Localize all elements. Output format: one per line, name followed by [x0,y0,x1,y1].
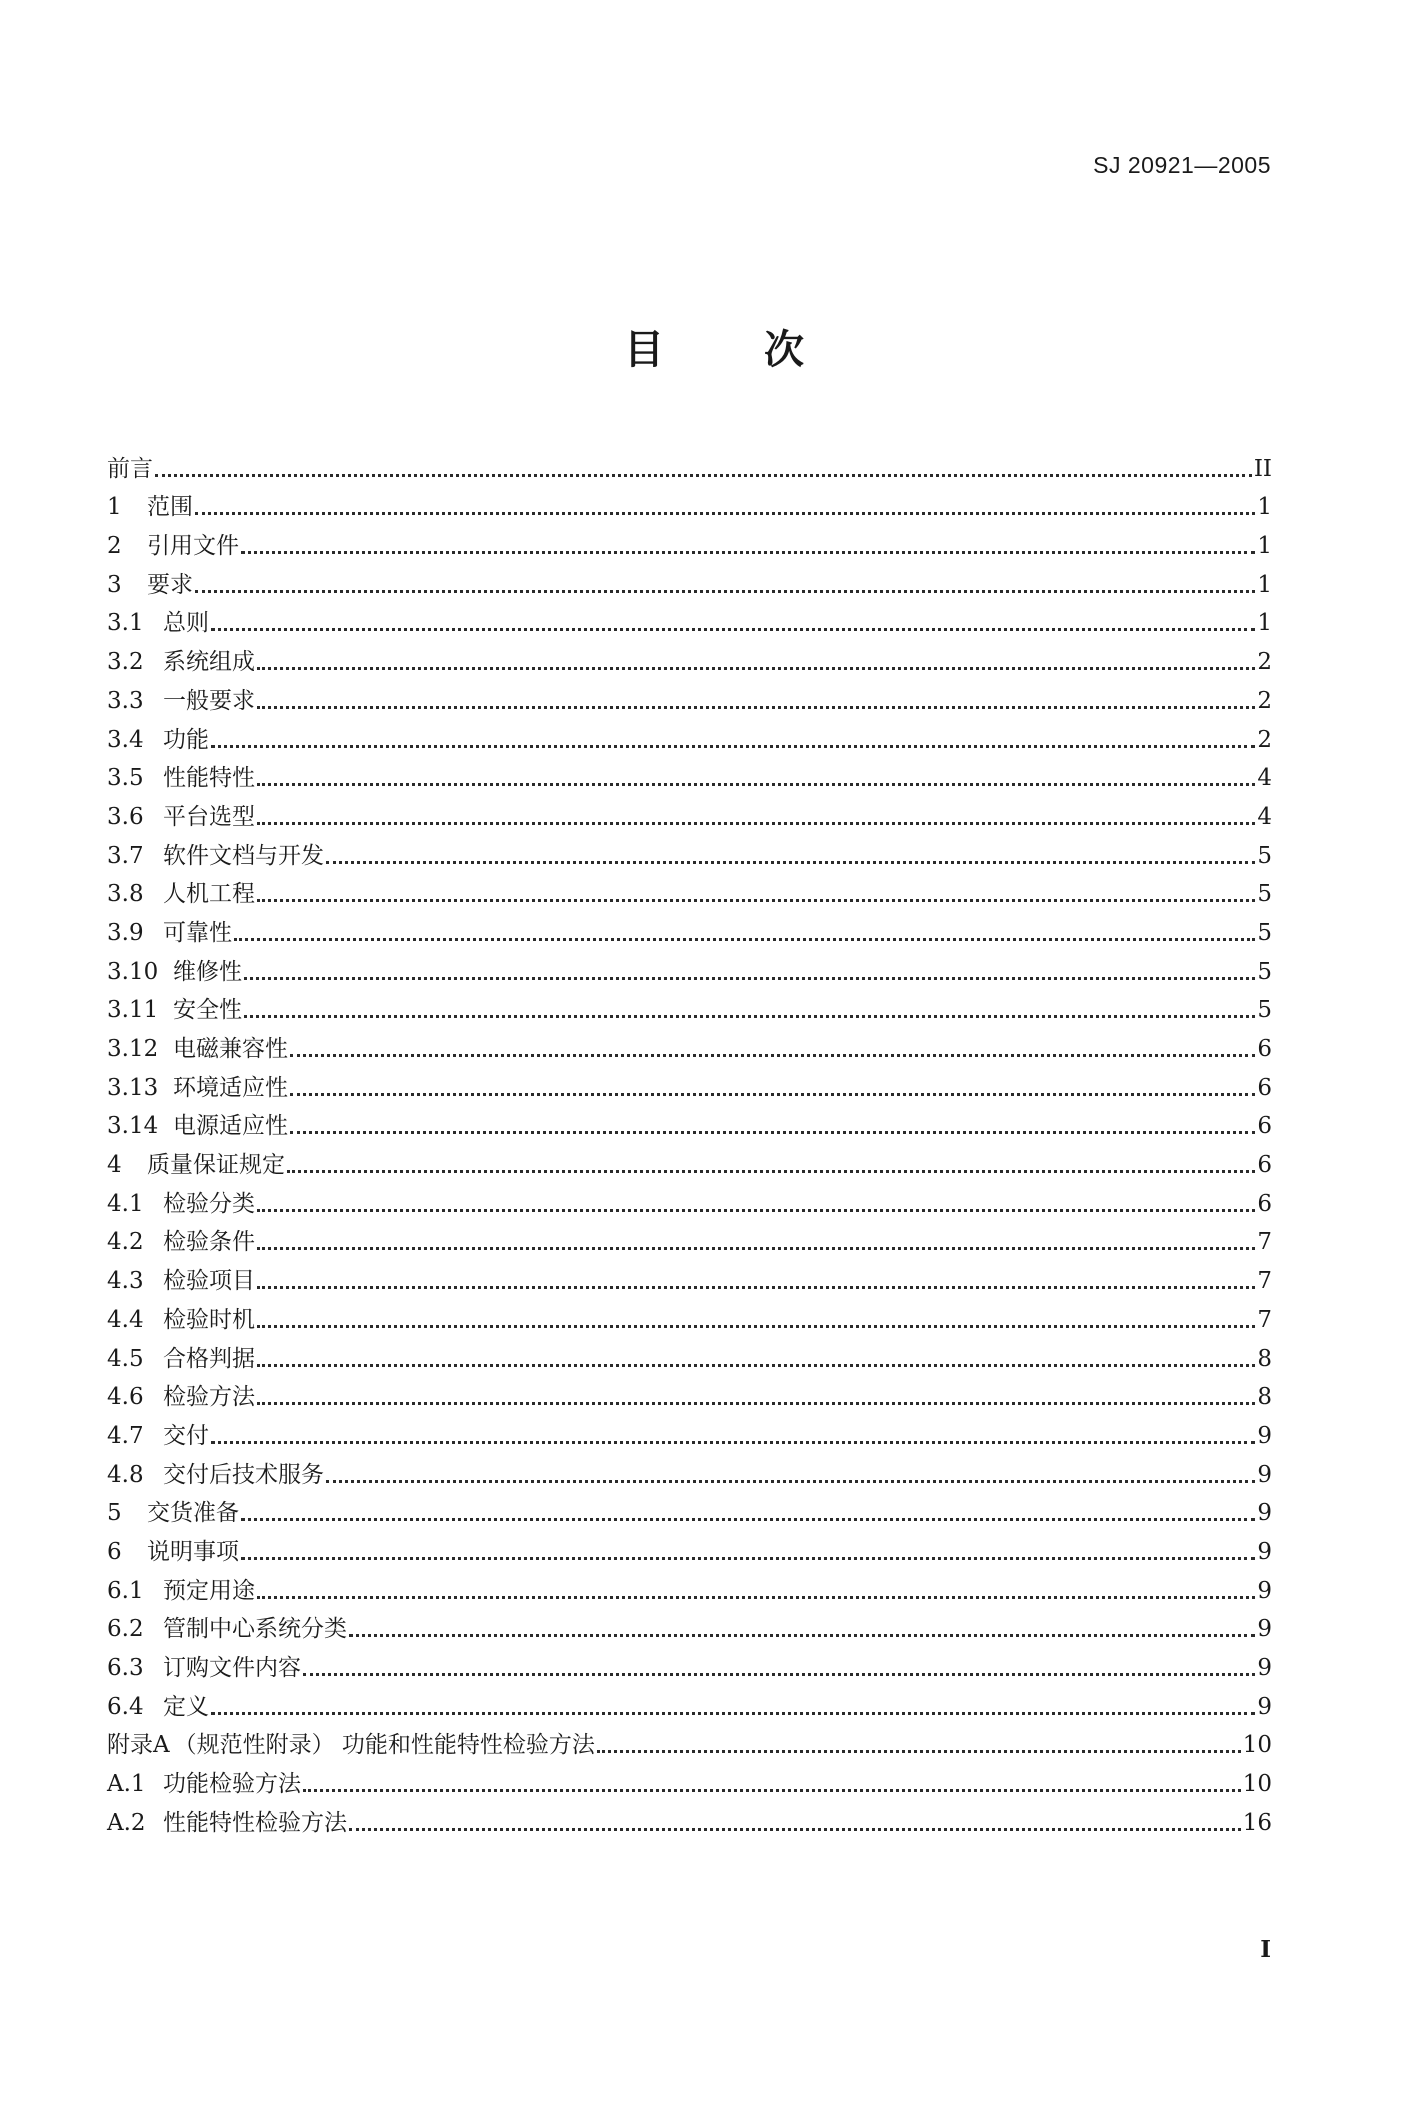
toc-entry-number: 3.2 [107,649,144,676]
toc-entry [107,1527,1272,1566]
toc-entry-number: 3.11 [107,997,159,1024]
toc-entry [107,908,1272,947]
toc-entry-label: 订购文件内容 [163,1655,301,1681]
toc-entry-number: 2 [107,533,122,560]
toc-entry-page: 6 [1257,1113,1272,1140]
toc-entry-number: 4 [107,1152,122,1179]
toc-dot-leader [257,667,1255,670]
toc-dot-leader [211,1441,1255,1444]
standard-number: SJ 20921—2005 [1093,152,1271,178]
toc-entry-page: 9 [1257,1538,1272,1565]
toc-entry-page: 2 [1257,649,1272,676]
toc-entry-number: 4.3 [107,1268,144,1295]
toc-entry-page: 9 [1257,1655,1272,1681]
toc-entry [107,715,1272,754]
toc-entry [107,831,1272,870]
toc-dot-leader [244,1015,1255,1018]
toc-entry-page: 2 [1257,687,1272,714]
toc-entry-number: 5 [107,1500,122,1527]
toc-entry-number: 3.10 [107,958,159,985]
toc-entry-label: 预定用途 [163,1577,255,1604]
toc-entry-number: 6 [107,1538,122,1565]
toc-dot-leader [257,1325,1255,1328]
toc-entry-number: 3.1 [107,610,144,637]
toc-entry-label: 要求 [147,571,193,598]
toc-entry-number: 4.5 [107,1345,144,1372]
toc-entry [107,521,1272,560]
toc-entry [107,754,1272,793]
toc-dot-leader [241,1518,1255,1521]
toc-entry-label: 维修性 [173,958,242,985]
toc-entry-label: 性能特性 [163,765,255,792]
toc-entry-label: 总则 [163,610,209,637]
toc-entry-page: 9 [1257,1461,1272,1488]
toc-entry-page: 9 [1257,1693,1272,1720]
toc-dot-leader [195,590,1255,593]
toc-entry-page: 7 [1257,1306,1272,1333]
toc-entry-label: 检验方法 [163,1384,255,1411]
toc-entry-label: 质量保证规定 [147,1152,285,1179]
toc-entry-label: 交付后技术服务 [163,1461,324,1488]
toc-entry-page: 4 [1257,765,1272,792]
toc-entry [107,1140,1272,1179]
toc-dot-leader [303,1789,1241,1792]
page-title: 目次 [624,327,904,373]
toc-entry [107,986,1272,1025]
toc-dot-leader [234,938,1255,941]
toc-entry-page: 8 [1257,1384,1272,1411]
toc-entry-number: 3.9 [107,919,144,946]
toc-entry [107,1566,1272,1605]
toc-dot-leader [349,1828,1241,1831]
toc-entry [107,1373,1272,1412]
toc-entry-page: 7 [1257,1268,1272,1295]
toc-dot-leader [326,861,1255,864]
toc-entry-label: 前言 [107,455,153,482]
toc-entry [107,792,1272,831]
toc-dot-leader [241,1557,1255,1560]
toc-entry-number: 4.7 [107,1422,144,1449]
toc-dot-leader [257,706,1255,709]
toc-entry-page: 5 [1257,958,1272,985]
toc-entry [107,483,1272,522]
toc-entry-page: 10 [1242,1732,1272,1759]
toc-entry-number: A.2 [107,1809,146,1836]
toc-entry-label: 性能特性检验方法 [163,1809,347,1836]
toc-entry-number: 3.8 [107,881,144,908]
toc-entry [107,1334,1272,1373]
toc-entry-page: 1 [1257,533,1272,560]
toc-dot-leader [597,1750,1241,1753]
toc-entry-number: 3.4 [107,726,144,753]
toc-entry-label: 电磁兼容性 [173,1036,288,1062]
toc-entry-page: 16 [1242,1809,1272,1836]
toc-entry [107,1721,1272,1760]
toc-entry-label: 检验分类 [163,1190,255,1217]
toc-entry [107,599,1272,638]
toc-entry-label: 系统组成 [163,649,255,676]
toc-dot-leader [211,1712,1255,1715]
toc-entry-page: 6 [1257,1074,1272,1101]
toc-entry-number: 3.3 [107,687,144,714]
toc-entry-page: 5 [1257,881,1272,908]
toc-dot-leader [257,1286,1255,1289]
toc-dot-leader [241,551,1255,554]
toc-entry [107,1682,1272,1721]
toc-entry [107,1218,1272,1257]
toc-entry [107,676,1272,715]
toc-entry-number: 附录A [107,1732,170,1759]
toc-entry [107,1024,1272,1063]
toc-dot-leader [290,1093,1255,1096]
toc-entry-label: 一般要求 [163,687,255,714]
toc-entry-number: 4.2 [107,1229,144,1256]
toc-entry-label: 功能检验方法 [163,1771,301,1798]
toc-entry-label: 交付 [163,1422,209,1449]
toc-entry-number: 1 [107,494,122,521]
toc-dot-leader [257,1596,1255,1599]
toc-entry-page: 9 [1257,1500,1272,1527]
toc-dot-leader [326,1480,1255,1483]
toc-entry-number: 3.14 [107,1113,159,1140]
toc-entry-number: 3.13 [107,1074,159,1101]
toc-entry-label: 电源适应性 [173,1113,288,1140]
toc-entry-page: 9 [1257,1577,1272,1604]
toc-dot-leader [155,474,1252,477]
toc-dot-leader [211,628,1255,631]
toc-entry [107,947,1272,986]
toc-dot-leader [257,822,1255,825]
toc-dot-leader [244,977,1255,980]
page-number: I [1260,1936,1271,1963]
toc-entry [107,1179,1272,1218]
toc-entry-label: 功能 [163,726,209,753]
toc-entry-label: 可靠性 [163,919,232,946]
toc-entry-number: 6.4 [107,1693,144,1720]
toc-entry-page: 6 [1257,1152,1272,1179]
toc-entry-label: 平台选型 [163,803,255,830]
toc-entry-label: 检验项目 [163,1268,255,1295]
toc-entry-page: 6 [1257,1036,1272,1062]
toc-entry-number: 3.7 [107,842,144,869]
toc-entry-number: 3.5 [107,765,144,792]
toc-entry-page: 9 [1257,1616,1272,1643]
toc-entry-page: 8 [1257,1345,1272,1372]
toc-entry-label: 合格判据 [163,1345,255,1372]
toc-dot-leader [349,1634,1255,1637]
toc-dot-leader [257,783,1255,786]
toc-entry [107,444,1272,483]
toc-entry-label: 软件文档与开发 [163,842,324,869]
toc-entry [107,1489,1272,1528]
toc-entry-label: 人机工程 [163,881,255,908]
toc-entry-number: 4.6 [107,1384,144,1411]
toc-entry-label: （规范性附录） 功能和性能特性检验方法 [173,1732,595,1759]
toc-entry-page: II [1253,455,1272,482]
toc-dot-leader [211,745,1255,748]
toc-entry-page: 5 [1257,919,1272,946]
table-of-contents [107,444,1272,1837]
toc-entry-page: 1 [1257,571,1272,598]
toc-entry [107,560,1272,599]
toc-entry-number: 3.12 [107,1036,159,1062]
toc-entry [107,1411,1272,1450]
toc-entry-label: 环境适应性 [173,1074,288,1101]
toc-entry-number: 6.2 [107,1616,144,1643]
toc-entry-page: 10 [1242,1771,1272,1798]
toc-dot-leader [257,1247,1255,1250]
toc-entry-number: 4.4 [107,1306,144,1333]
toc-entry-page: 7 [1257,1229,1272,1256]
toc-dot-leader [257,1209,1255,1212]
toc-dot-leader [257,1364,1255,1367]
toc-entry-page: 6 [1257,1190,1272,1217]
toc-entry-label: 范围 [147,494,193,521]
toc-entry-label: 安全性 [173,997,242,1024]
toc-dot-leader [290,1054,1255,1057]
toc-entry-label: 管制中心系统分类 [163,1616,347,1643]
toc-entry-number: 4.1 [107,1190,144,1217]
toc-entry-number: 6.3 [107,1655,144,1681]
toc-dot-leader [195,512,1255,515]
toc-entry-number: A.1 [107,1771,146,1798]
toc-entry-label: 检验条件 [163,1229,255,1256]
toc-entry [107,1256,1272,1295]
toc-entry [107,1102,1272,1141]
toc-entry [107,1450,1272,1489]
toc-entry-number: 4.8 [107,1461,144,1488]
toc-entry-number: 6.1 [107,1577,144,1604]
toc-entry [107,1643,1272,1682]
toc-entry [107,1605,1272,1644]
toc-entry [107,1295,1272,1334]
toc-entry-page: 9 [1257,1422,1272,1449]
toc-entry-label: 说明事项 [147,1538,239,1565]
toc-entry-label: 定义 [163,1693,209,1720]
toc-entry-number: 3 [107,571,122,598]
toc-entry [107,637,1272,676]
toc-entry-label: 引用文件 [147,533,239,560]
toc-entry-label: 交货准备 [147,1500,239,1527]
toc-entry [107,1063,1272,1102]
toc-dot-leader [257,899,1255,902]
toc-entry-number: 3.6 [107,803,144,830]
toc-entry [107,1798,1272,1837]
toc-entry [107,1759,1272,1798]
toc-dot-leader [287,1170,1255,1173]
toc-entry [107,870,1272,909]
toc-entry-page: 1 [1257,494,1272,521]
toc-entry-label: 检验时机 [163,1306,255,1333]
toc-entry-page: 5 [1257,842,1272,869]
toc-dot-leader [303,1673,1255,1676]
toc-entry-page: 5 [1257,997,1272,1024]
toc-entry-page: 4 [1257,803,1272,830]
toc-entry-page: 2 [1257,726,1272,753]
toc-dot-leader [290,1131,1255,1134]
toc-entry-page: 1 [1257,610,1272,637]
toc-dot-leader [257,1402,1255,1405]
